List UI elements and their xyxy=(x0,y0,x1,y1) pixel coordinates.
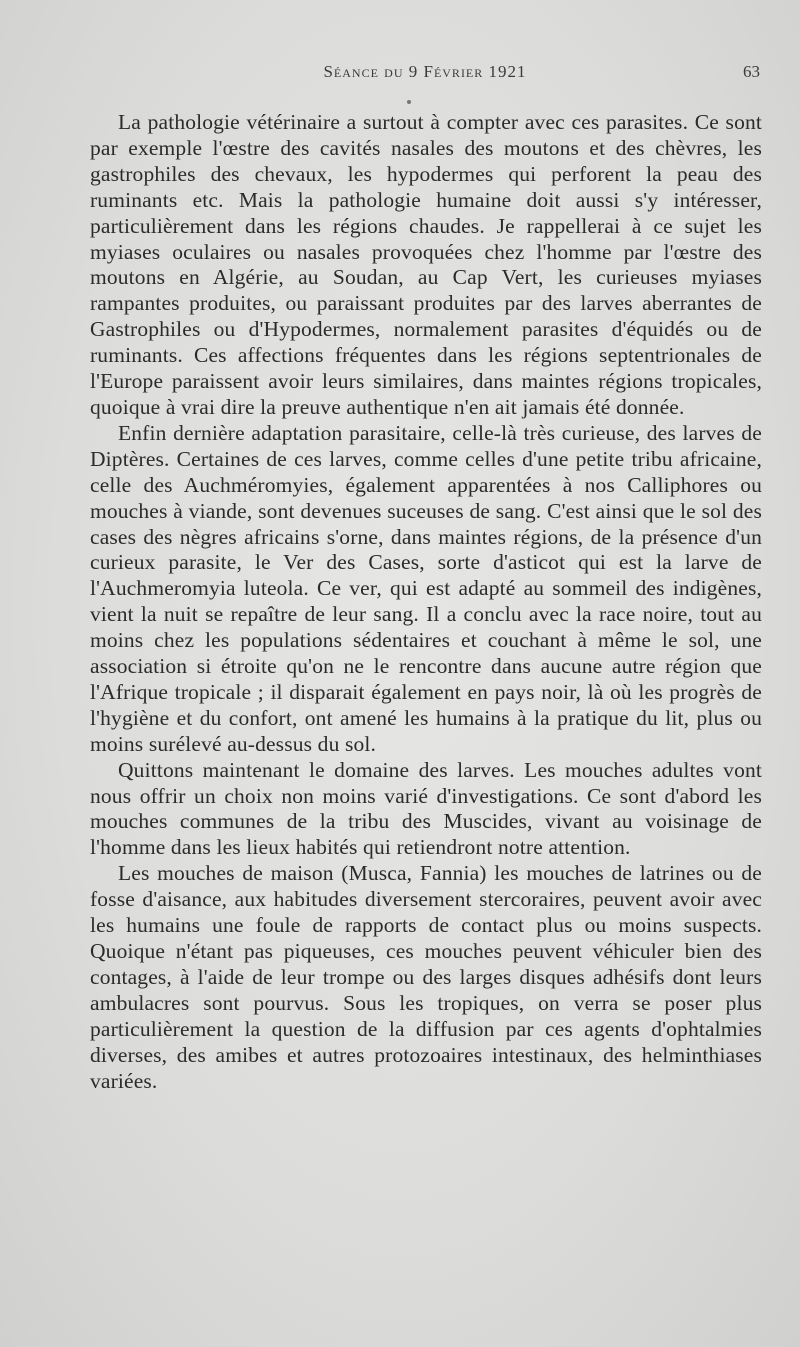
paragraph-1: La pathologie vétérinaire a surtout à compter avec ces parasites. Ce sont par exemple l'œstre des cavités nasales des moutons et des chèvres, les gastrophiles des chevaux, les hypodermes qui perforent la peau des ruminants etc. Mais la pathologie humaine doit aussi s'y intéresser, particulièrement dans les régions chaudes. Je rappellerai à ce sujet les myiases oculaires ou nasales provoquées chez l'homme par l'œstre des moutons en Algérie, au Soudan, au Cap Vert, les curieuses myiases rampantes produites, ou paraissant produites par des larves aberrantes de Gastrophiles ou d'Hypodermes, normalement parasites d'équidés ou de ruminants. Ces affections fréquentes dans les régions septentrionales de l'Europe paraissent avoir leurs similaires, dans maintes régions tropicales, quoique à vrai dire la preuve authentique n'en ait jamais été donnée. xyxy=(90,110,762,419)
running-title: Séance du 9 Février 1921 xyxy=(323,62,527,81)
ink-speck xyxy=(407,100,411,104)
page-number: 63 xyxy=(743,62,760,81)
paragraph-3: Quittons maintenant le domaine des larves. Les mouches adultes vont nous offrir un choix non moins varié d'investigations. Ce sont d'abord les mouches communes de la tribu des Muscides, vivant au voisinage de l'homme dans les lieux habités qui retiendront notre attention. xyxy=(90,757,762,860)
paragraph-2: Enfin dernière adaptation parasitaire, celle-là très curieuse, des larves de Diptères. Certaines de ces larves, comme celles d'une petite tribu africaine, celle des Auchméromyies, également apparentées à nos Calliphores ou mouches à viande, sont devenues suceuses de sang. C'est ainsi que le sol des cases des nègres africains s'orne, dans maintes régions, de la présence d'un curieux parasite, le Ver des Cases, sorte d'asticot qui est la larve de l'Auchmeromyia luteola. Ce ver, qui est adapté au sommeil des indigènes, vient la nuit se repaître de leur sang. Il a conclu avec la race noire, tout au moins chez les populations sédentaires et couchant à même le sol, une association si étroite qu'on ne le rencontre dans aucune autre région que l'Afrique tropicale ; il disparait également en pays noir, là où les progrès de l'hygiène et du confort, ont amené les humains à la pratique du lit, plus ou moins surélevé au-dessus du sol. xyxy=(90,420,762,756)
body-text xyxy=(90,110,762,1094)
running-head xyxy=(90,62,760,92)
paragraph-4: Les mouches de maison (Musca, Fannia) les mouches de latrines ou de fosse d'aisance, aux habitudes diversement stercoraires, peuvent avoir avec les humains une foule de rapports de contact plus ou moins suspects. Quoique n'étant pas piqueuses, ces mouches peuvent véhiculer bien des contages, à l'aide de leur trompe ou des larges disques adhésifs dont leurs ambulacres sont pourvus. Sous les tropiques, on verra se poser plus particulièrement la question de la diffusion par ces agents d'ophtalmies diverses, des amibes et autres protozoaires intestinaux, des helminthiases variées. xyxy=(90,861,762,1093)
